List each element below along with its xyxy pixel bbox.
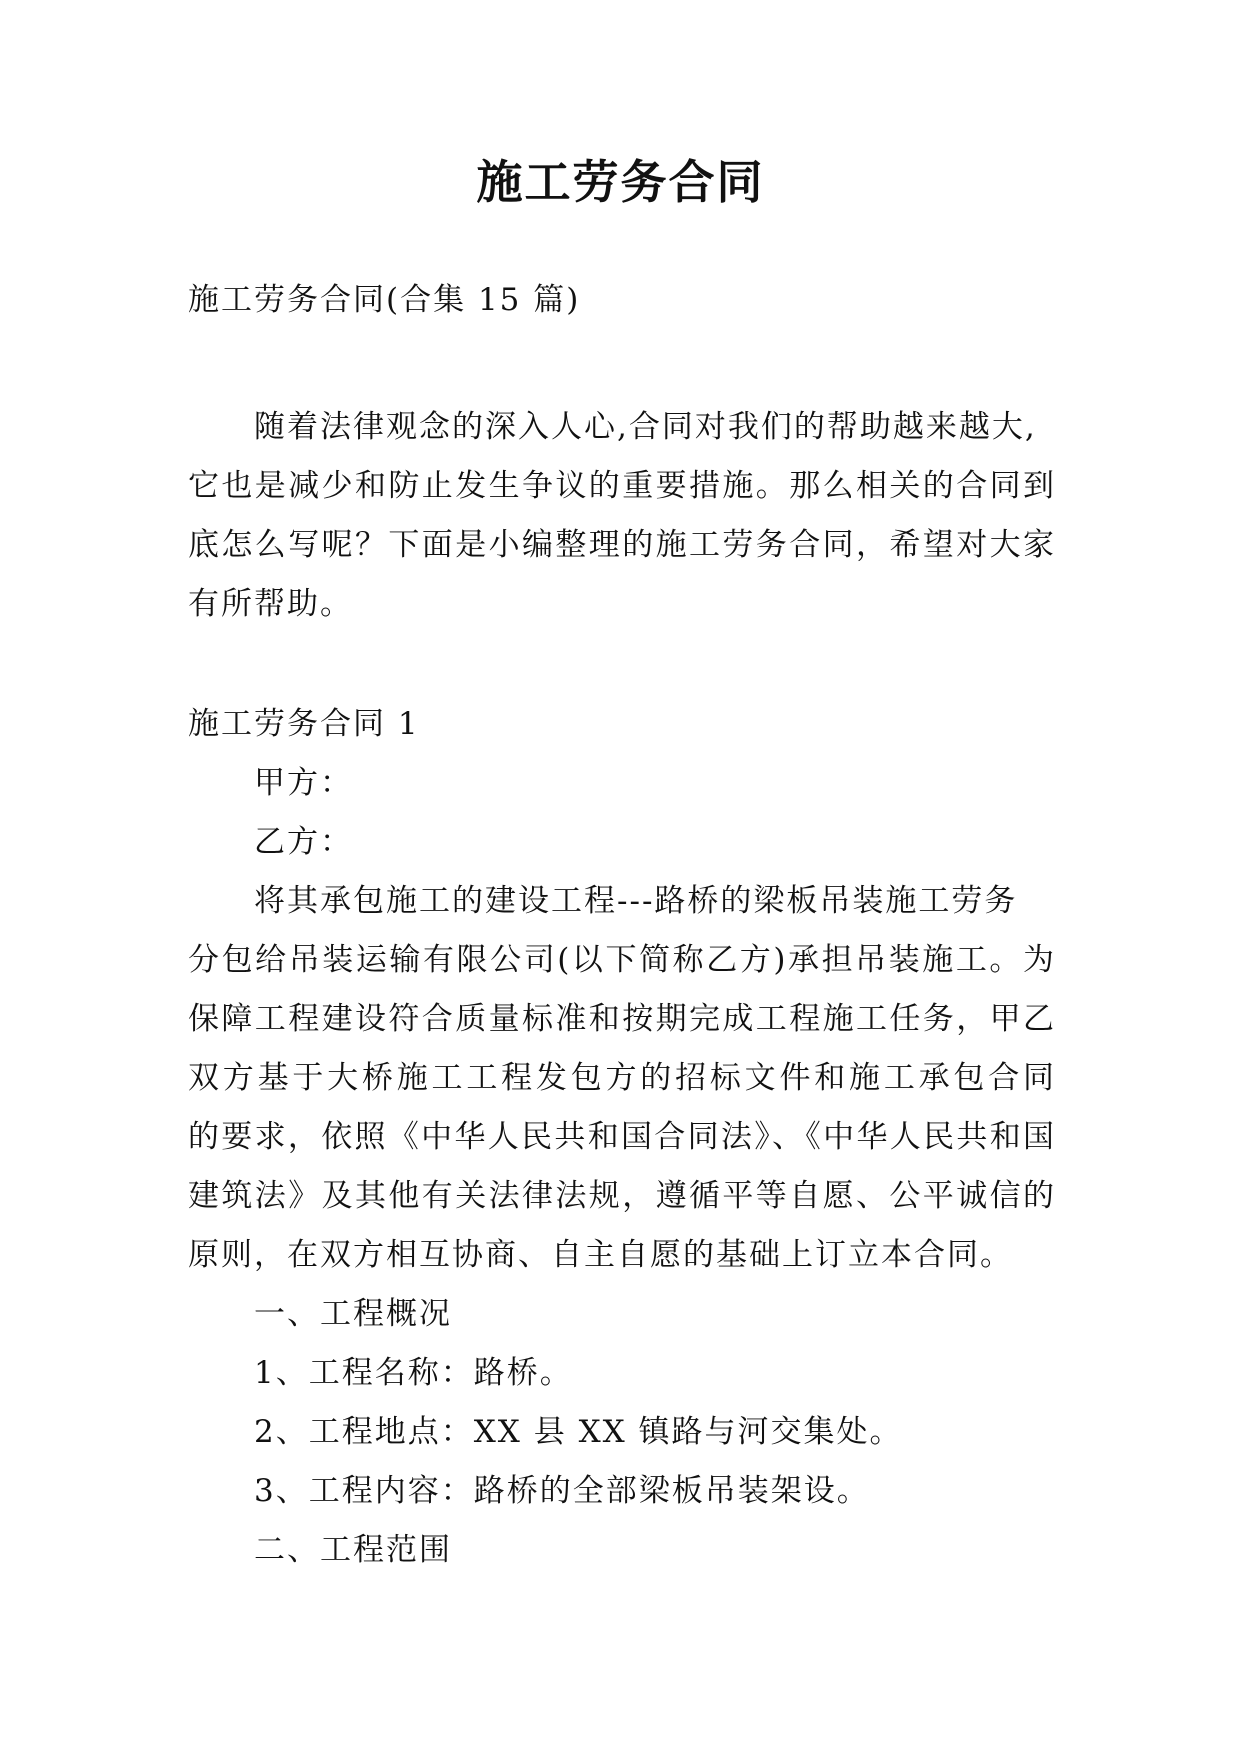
body-line-3: 保障工程建设符合质量标准和按期完成工程施工任务，甲乙 [188, 1001, 1056, 1037]
body-line-4: 双方基于大桥施工工程发包方的招标文件和施工承包合同 [188, 1060, 1056, 1096]
body-line-2: 分包给吊装运输有限公司(以下简称乙方)承担吊装施工。为 [188, 942, 1056, 978]
section-item-5: 二、工程范围 [254, 1532, 452, 1568]
body-line-5: 的要求，依照《中华人民共和国合同法》、《中华人民共和国 [188, 1119, 1056, 1155]
body-line-1: 将其承包施工的建设工程---路桥的梁板吊装施工劳务 [254, 883, 1018, 919]
party-a-label: 甲方： [254, 765, 353, 801]
intro-line-3: 底怎么写呢？下面是小编整理的施工劳务合同，希望对大家 [188, 527, 1056, 563]
document-title: 施工劳务合同 [476, 155, 765, 209]
section-item-1: 一、工程概况 [254, 1296, 452, 1332]
body-line-7: 原则，在双方相互协商、自主自愿的基础上订立本合同。 [188, 1237, 1013, 1273]
intro-line-2: 它也是减少和防止发生争议的重要措施。那么相关的合同到 [188, 468, 1056, 504]
party-b-label: 乙方： [254, 824, 353, 860]
section-item-2: 1、工程名称：路桥。 [254, 1355, 573, 1391]
body-line-6: 建筑法》及其他有关法律法规，遵循平等自愿、公平诚信的 [188, 1178, 1056, 1214]
document-subtitle: 施工劳务合同(合集 15 篇) [188, 282, 581, 318]
intro-line-1: 随着法律观念的深入人心,合同对我们的帮助越来越大, [254, 409, 1037, 445]
section-item-4: 3、工程内容：路桥的全部梁板吊装架设。 [254, 1473, 870, 1509]
section-heading: 施工劳务合同 1 [188, 706, 420, 742]
section-item-3: 2、工程地点：XX 县 XX 镇路与河交集处。 [254, 1414, 903, 1450]
intro-line-4: 有所帮助。 [188, 586, 353, 622]
